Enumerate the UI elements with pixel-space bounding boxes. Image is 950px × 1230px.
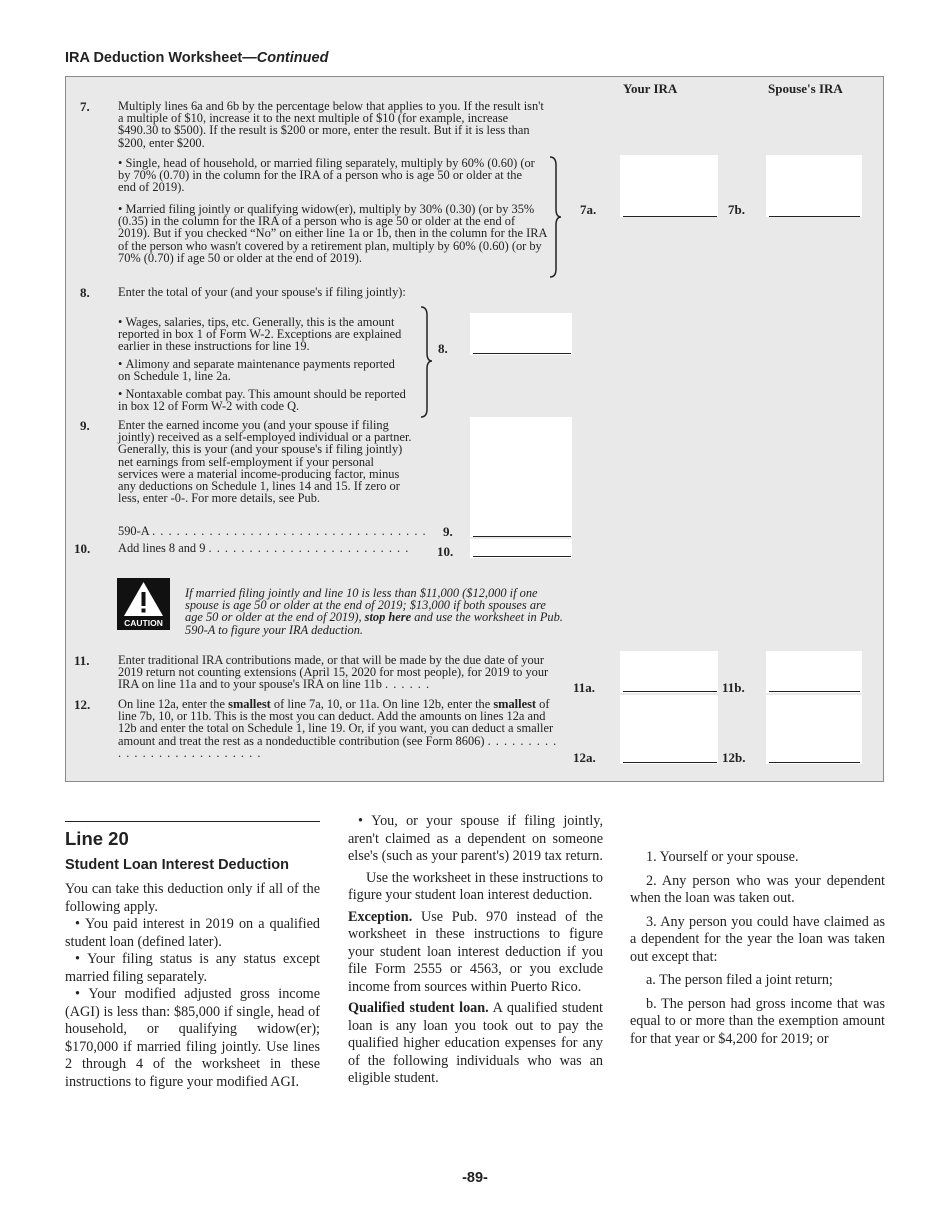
line-7b-label: 7b.: [728, 202, 745, 217]
line-12b-field[interactable]: [766, 695, 862, 764]
column-header-your-ira: Your IRA: [623, 81, 678, 96]
header-continued: Continued: [256, 50, 329, 66]
line-8-bullet-1: • Wages, salaries, tips, etc. Generally, this is the amount reported in box 1 of Form W-2. Exceptions are explained earlier in these instructions for line 19.: [118, 316, 418, 353]
exception-text: Use Pub. 970 instead of the worksheet in these instructions to figure your student loan interest deduction if you file Form 2555 or 4563, or you exclude income from sources within Puerto Rico.: [348, 908, 604, 995]
line-11b-underline: [769, 691, 860, 692]
line-12a-underline: [623, 762, 717, 763]
caution-icon: [117, 578, 170, 630]
line-10-number: 10.: [74, 541, 91, 556]
line-9-text-last: [118, 525, 427, 537]
line-8-brace: [419, 305, 433, 419]
qualified-loan-text: A qualified student loan is any loan you took out to pay the qualified higher education expenses for any of the following individuals who was an eligible student.: [348, 1000, 603, 1086]
line-12-smallest-1: smallest: [228, 697, 271, 711]
requirement-bullet-1: • You paid interest in 2019 on a qualified student loan (defined later).: [65, 916, 320, 951]
line-7b-field[interactable]: [766, 155, 862, 217]
eligible-item-a: a. The person filed a joint return;: [646, 972, 833, 988]
section-subtitle: Student Loan Interest Deduction: [65, 857, 289, 873]
line-12a-label: 12a.: [573, 750, 596, 765]
line-7-text: Multiply lines 6a and 6b by the percentage below that applies to you. If the result isn't a multiple of $10, increase it to the next multiple of $10 (for example, increase $490.30 to $500). If the result is $200 or more, enter the result. But if it is less than $200, enter $200.: [118, 99, 544, 150]
line-11a-underline: [623, 691, 717, 692]
line-11a-label: 11a.: [573, 680, 596, 695]
worksheet-header: [65, 50, 328, 66]
line-7-bullet-1: • Single, head of household, or married filing separately, multiply by 60% (0.60) (or by 70% (0.70) in the column for the IRA of a person who is age 50 or older at the end of 2019).: [118, 157, 542, 194]
line-10-text-row: [118, 542, 409, 554]
line-12b-underline: [769, 762, 860, 763]
line-12b-label: 12b.: [722, 750, 746, 765]
line-11a-field[interactable]: [620, 651, 718, 693]
line-12-text-2: of line 7a, 10, or 11a. On line 12b, enter the: [273, 697, 491, 711]
line-8-field[interactable]: [470, 313, 572, 355]
eligible-item-1: 1. Yourself or your spouse.: [646, 849, 799, 865]
line-9-dots: . . . . . . . . . . . . . . . . . . . . . . . . . . . . . . . . . .: [152, 524, 427, 538]
line-9-field[interactable]: [470, 417, 572, 537]
caution-icon-label: CAUTION: [124, 618, 163, 628]
line-7b-underline: [769, 216, 860, 217]
qualified-loan-label: Qualified student loan.: [348, 1000, 489, 1016]
caution-stop-here: stop here: [364, 610, 412, 625]
line-12-dots: . . . . . . . . . . . . . . . . . . . . . . . . . . .: [118, 733, 558, 760]
intro-paragraph: You can take this deduction only if all of the following apply.: [65, 881, 320, 915]
exception-paragraph: [348, 909, 603, 997]
caution-text: [185, 587, 563, 636]
caution-text-before: If married filing jointly and line 10 is less than $11,000 ($12,000 if one spouse is age 50 or older at the end of 2019; $13,000 if both spouses are age 50 or older at the end of 2019),: [185, 586, 546, 625]
line-8-underline: [473, 353, 571, 354]
line-11-dots: . . . . . .: [385, 677, 431, 692]
line-8-bullet-3: • Nontaxable combat pay. This amount should be reported in box 12 of Form W-2 with code Q.: [118, 388, 408, 412]
section-title: Line 20: [65, 828, 129, 849]
use-worksheet-paragraph: Use the worksheet in these instructions to figure your student loan interest deduction.: [348, 869, 603, 903]
line-9-number: 9.: [80, 418, 90, 433]
line-10-label: 10.: [437, 544, 454, 559]
line-12a-field[interactable]: [620, 695, 718, 764]
requirement-bullet-4: • You, or your spouse if filing jointly, aren't claimed as a dependent on someone else's (such as your parent's) 2019 tax return.: [348, 813, 603, 866]
line-7a-field[interactable]: [620, 155, 718, 217]
line-10-dots: . . . . . . . . . . . . . . . . . . . . . . . . .: [208, 541, 410, 555]
line-11b-label: 11b.: [722, 680, 745, 695]
page-number: -89-: [462, 1170, 488, 1186]
line-11-text-block: [118, 654, 564, 691]
eligible-item-2: 2. Any person who was your dependent when the loan was taken out.: [630, 872, 885, 906]
line-7-brace: [548, 155, 562, 279]
line-8-number: 8.: [80, 285, 90, 300]
line-8-text: Enter the total of your (and your spouse's if filing jointly):: [118, 285, 406, 299]
requirement-bullet-2: • Your filing status is any status except married filing separately.: [65, 951, 320, 986]
eligible-item-3: 3. Any person you could have claimed as a dependent for the year the loan was taken out except that:: [630, 913, 885, 965]
header-title: IRA Deduction Worksheet—: [65, 50, 257, 66]
column-2: [348, 813, 603, 1088]
line-12-smallest-2: smallest: [493, 697, 537, 711]
line-11b-field[interactable]: [766, 651, 862, 693]
line-7a-underline: [623, 216, 717, 217]
line-9-text: Enter the earned income you (and your spouse if filing jointly) received as a self-employed individual or a partner. Generally, this is your (and your spouse's if filing jointly) net earnings from self-employment if your personal services were a material income-producing factor, minus any deductions on Schedule 1, lines 14 and 15. If zero or less, enter -0-. For more details, see Pub.: [118, 418, 412, 506]
qualified-loan-paragraph: [348, 1000, 603, 1088]
line-12-number: 12.: [74, 697, 91, 712]
line-7a-label: 7a.: [580, 202, 597, 217]
line-7-number: 7.: [80, 99, 90, 114]
line-12-text-3: of line 7b, 10, or 11b. This is the most you can deduct. Add the amounts on lines 12a and 12b and enter the total on Schedule 1, line 19. Or, if you want, you can deduct a smaller amount and treat the rest as a nondeductible contribution (see Form 8606): [118, 697, 554, 748]
column-header-spouses-ira: Spouse's IRA: [768, 81, 843, 96]
column-1: [65, 881, 320, 1091]
line-8-label: 8.: [438, 341, 448, 356]
section-rule: [65, 821, 320, 822]
column-3: [630, 813, 885, 1048]
requirement-bullet-3: • Your modified adjusted gross income (AGI) is less than: $85,000 if single, head of household, or qualifying widow(er); $170,000 if married filing jointly. Use lines 2 through 4 of the worksheet in these instructions to figure your modified AGI.: [65, 986, 320, 1091]
line-9-pub: 590-A: [118, 524, 149, 538]
line-12-text-1: On line 12a, enter the: [118, 697, 226, 711]
line-11-text: Enter traditional IRA contributions made, or that will be made by the due date of your 2019 return not counting extensions (April 15, 2020 for most people), for 2019 to your IRA on line 11a and to your spouse's IRA on line 11b: [118, 653, 549, 692]
line-8-bullet-2: • Alimony and separate maintenance payments reported on Schedule 1, line 2a.: [118, 358, 408, 382]
exception-label: Exception.: [348, 908, 413, 925]
line-12-text-block: [118, 698, 564, 759]
line-10-underline: [473, 556, 571, 557]
eligible-item-b: b. The person had gross income that was equal to or more than the exemption amount for that year or $4,200 for 2019; or: [630, 995, 885, 1047]
line-9-label: 9.: [443, 524, 453, 539]
caution-text-after: and use the worksheet in Pub. 590-A to figure your IRA deduction.: [185, 610, 563, 637]
line-10-text: Add lines 8 and 9: [118, 541, 206, 555]
line-7-bullet-2: • Married filing jointly or qualifying widow(er), multiply by 30% (0.30) (or by 35% (0.35) in the column for the IRA of a person who is age 50 or older at the end of 2019). But if you checked “No” on either line 1a or 1b, then in the column for the IRA of the person who wasn't covered by a retirement plan, multiply by 60% (0.60) (or by 70% (0.70) if age 50 or older at the end of 2019).: [118, 203, 548, 264]
line-11-number: 11.: [74, 653, 90, 668]
line-9-underline: [473, 536, 571, 537]
